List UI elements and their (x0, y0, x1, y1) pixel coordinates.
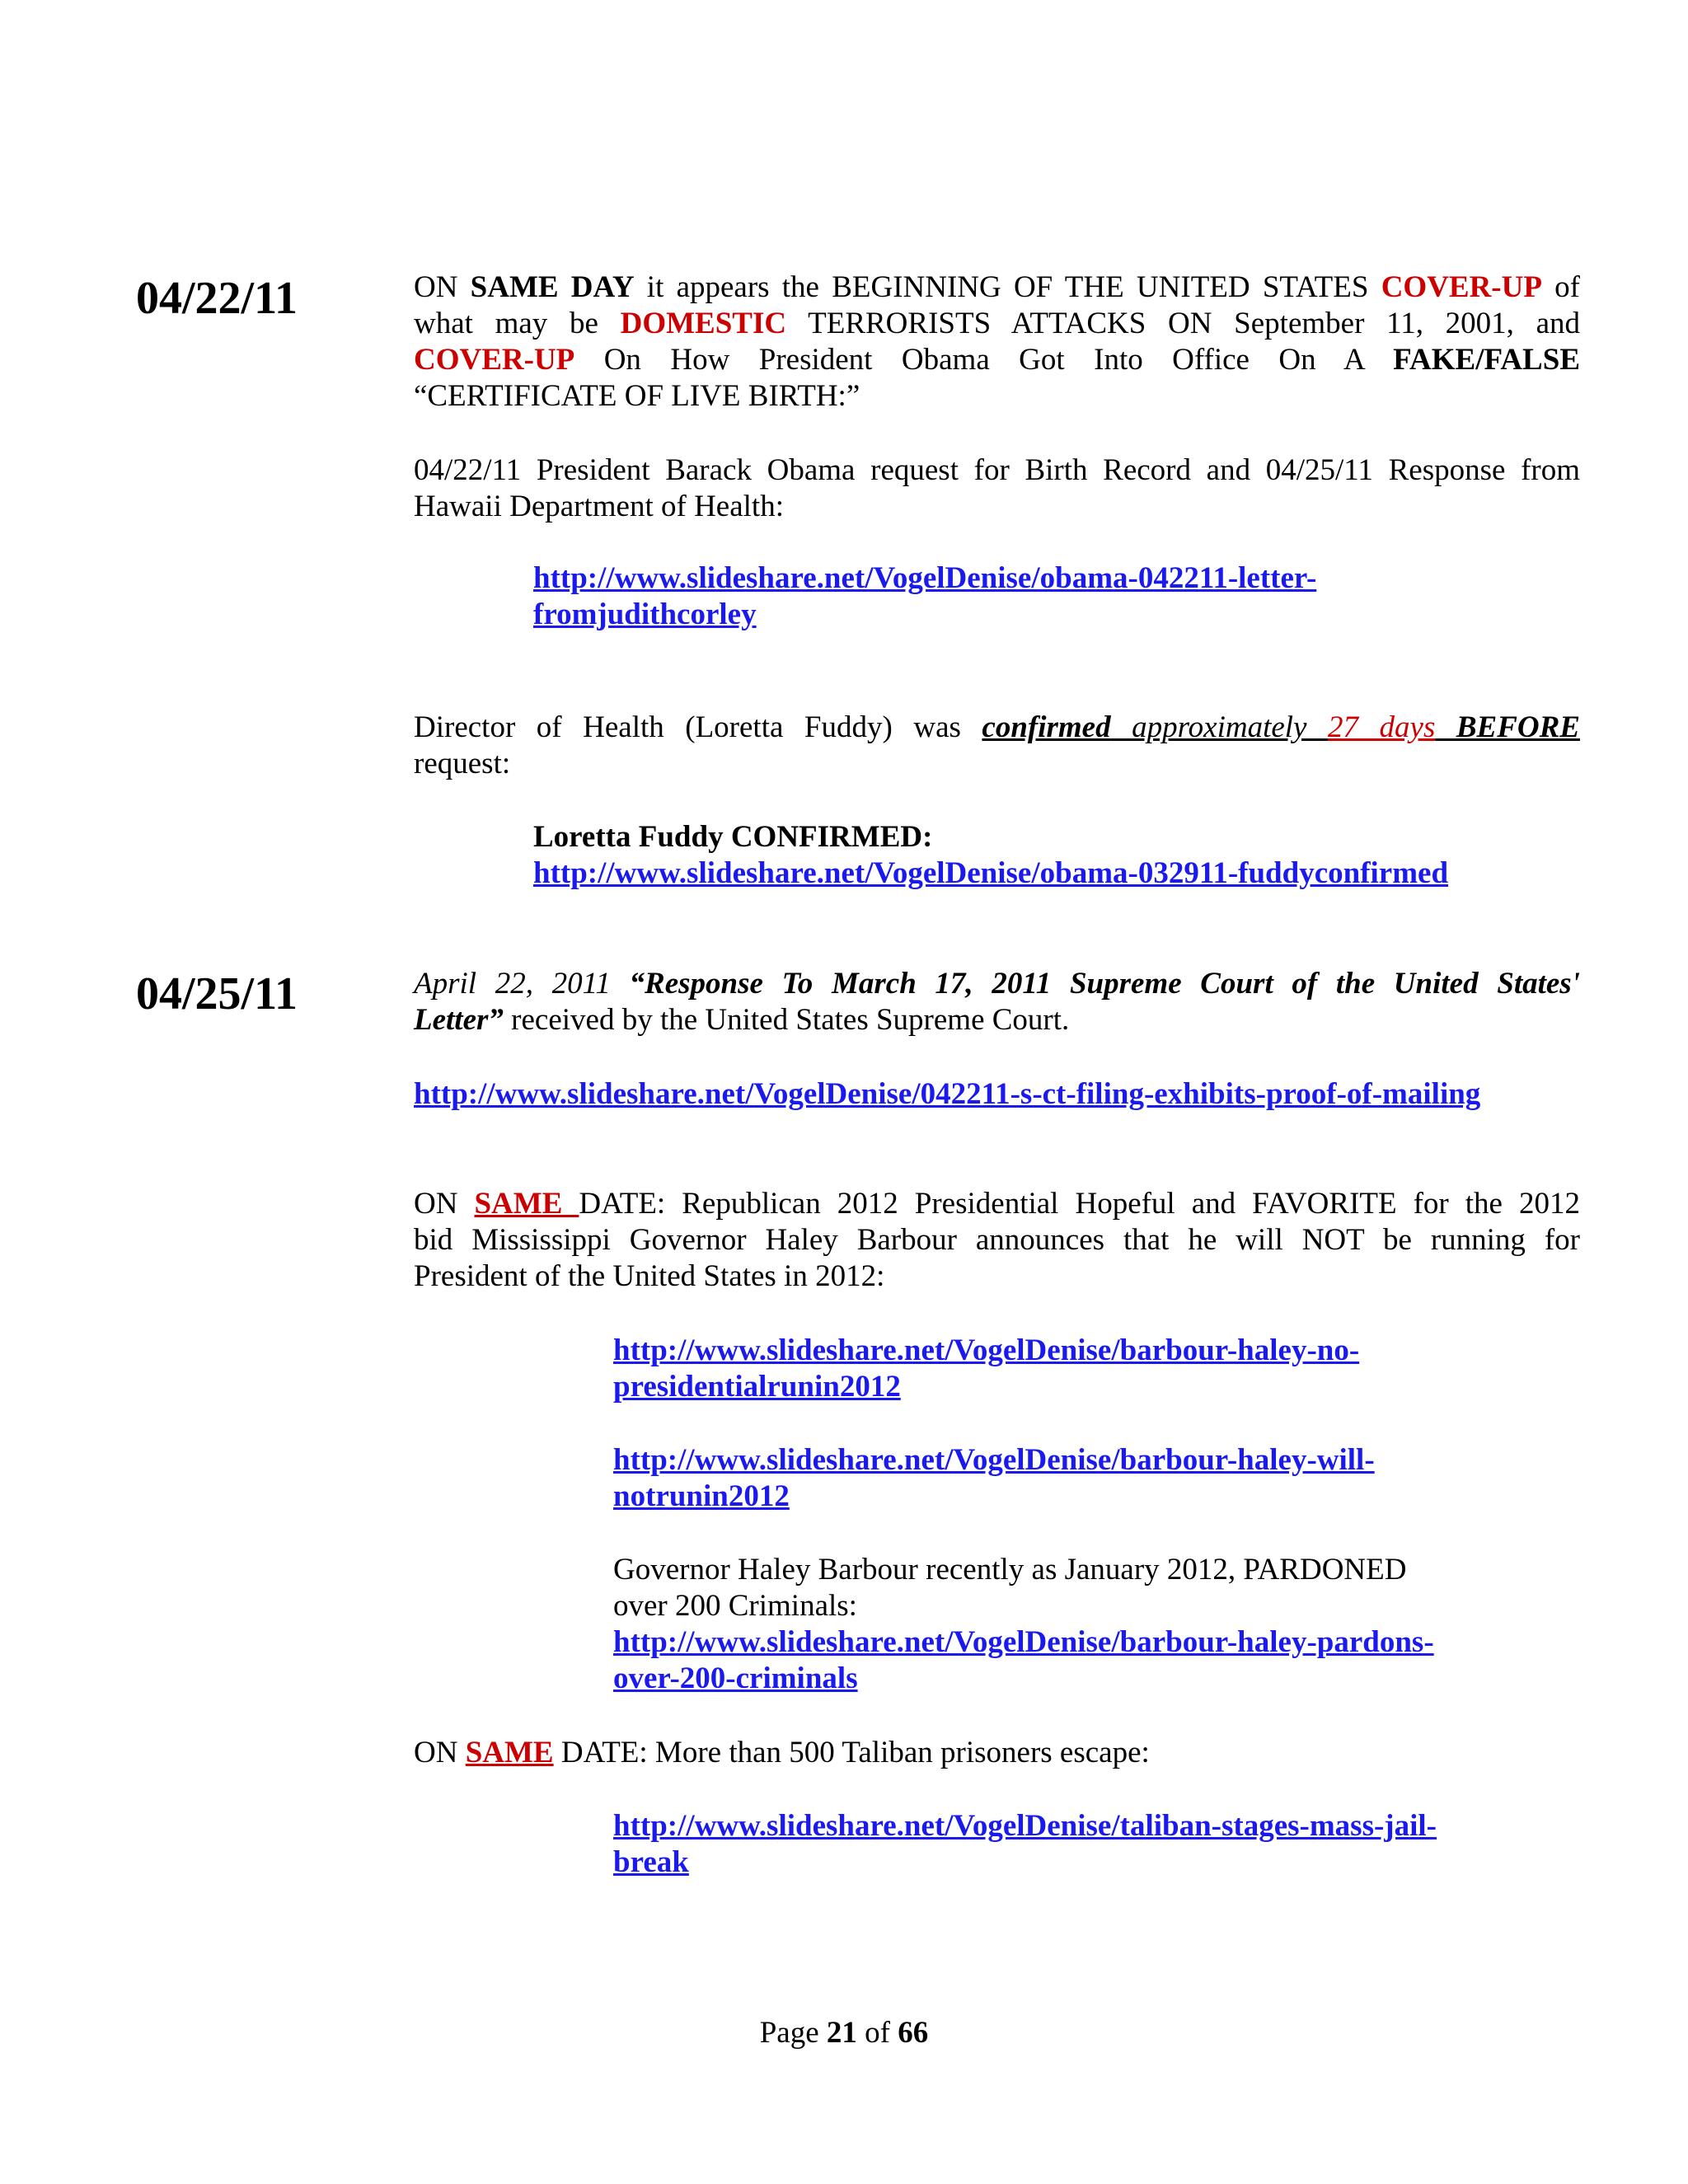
entry-date: 04/22/11 (136, 273, 298, 324)
paragraph-line: Hawaii Department of Health: (414, 490, 784, 523)
barbour-pardons-link-cont[interactable]: over-200-criminals (613, 1661, 858, 1695)
paragraph-line: 04/22/11 President Barack Obama request for Birth Record and 04/25/11 Response from (414, 453, 1580, 487)
barbour-will-not-run-link[interactable]: http://www.slideshare.net/VogelDenise/barbour-haley-will- (613, 1443, 1375, 1477)
birth-record-letter-link-cont[interactable]: fromjudithcorley (533, 598, 757, 631)
paragraph-line: ON SAME DATE: More than 500 Taliban prisoners escape: (414, 1736, 1150, 1769)
paragraph-line: ON SAME DAY it appears the BEGINNING OF THE UNITED STATES COVER-UP of (414, 270, 1580, 304)
paragraph-line: Director of Health (Loretta Fuddy) was confirmed approximately 27 days BEFORE (414, 710, 1580, 744)
paragraph-line: ON SAME DATE: Republican 2012 Presidential Hopeful and FAVORITE for the 2012 (414, 1187, 1580, 1221)
page-number-footer: Page 21 of 66 (759, 2016, 929, 2050)
paragraph-line: Letter” received by the United States Supreme Court. (414, 1003, 1070, 1037)
barbour-no-run-link-cont[interactable]: presidentialrunin2012 (613, 1370, 901, 1404)
barbour-no-run-link[interactable]: http://www.slideshare.net/VogelDenise/barbour-haley-no- (613, 1333, 1360, 1367)
scotus-filing-link[interactable]: http://www.slideshare.net/VogelDenise/042211-s-ct-filing-exhibits-proof-of-mailing (414, 1077, 1481, 1111)
paragraph-line: what may be DOMESTIC TERRORISTS ATTACKS ON September 11, 2001, and (414, 307, 1580, 340)
birth-record-letter-link[interactable]: http://www.slideshare.net/VogelDenise/obama-042211-letter- (533, 561, 1317, 595)
paragraph-line: request: (414, 747, 511, 780)
paragraph-line: bid Mississippi Governor Haley Barbour announces that he will NOT be running for (414, 1223, 1580, 1257)
taliban-jailbreak-link[interactable]: http://www.slideshare.net/VogelDenise/taliban-stages-mass-jail- (613, 1809, 1437, 1843)
confirmed-label: Loretta Fuddy CONFIRMED: (533, 820, 933, 854)
entry-date: 04/25/11 (136, 968, 298, 1019)
paragraph-line: Governor Haley Barbour recently as January 2012, PARDONED (613, 1553, 1407, 1586)
paragraph-line: “CERTIFICATE OF LIVE BIRTH:” (414, 379, 860, 413)
paragraph-line: President of the United States in 2012: (414, 1259, 885, 1293)
taliban-jailbreak-link-cont[interactable]: break (613, 1845, 689, 1879)
fuddy-confirmed-link[interactable]: http://www.slideshare.net/VogelDenise/obama-032911-fuddyconfirmed (533, 856, 1449, 890)
barbour-pardons-link[interactable]: http://www.slideshare.net/VogelDenise/barbour-haley-pardons- (613, 1625, 1434, 1659)
paragraph-line: COVER-UP On How President Obama Got Into Office On A FAKE/FALSE (414, 343, 1580, 377)
barbour-will-not-run-link-cont[interactable]: notrunin2012 (613, 1479, 790, 1513)
paragraph-line: April 22, 2011 “Response To March 17, 2011 Supreme Court of the United States' (414, 967, 1580, 1001)
paragraph-line: over 200 Criminals: (613, 1589, 857, 1623)
